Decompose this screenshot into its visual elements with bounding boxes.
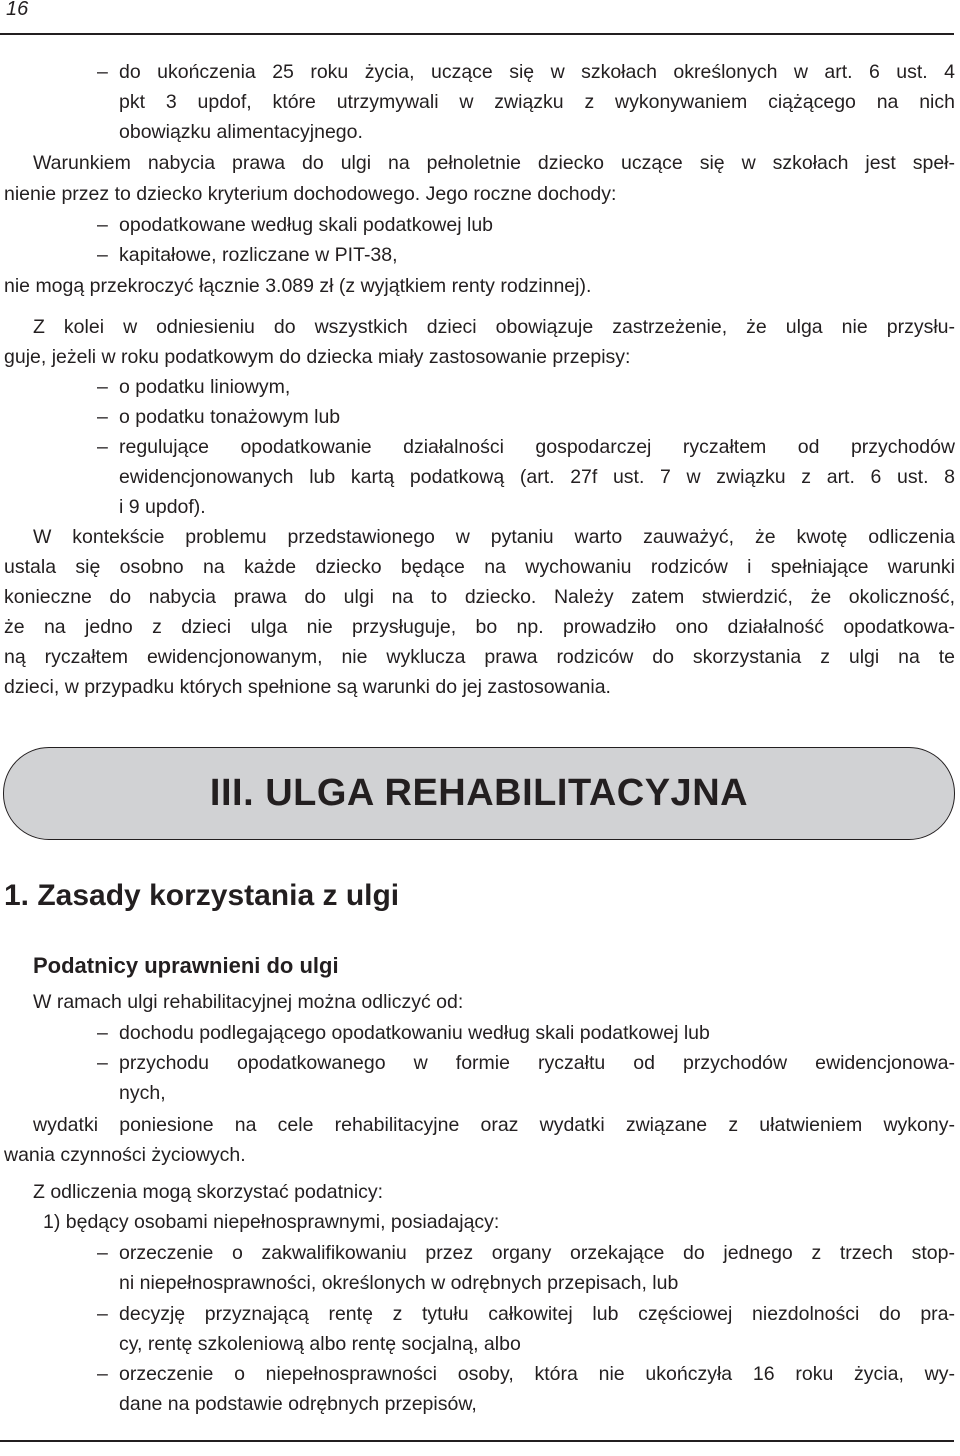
chapter-title: III. ULGA REHABILITACYJNA — [209, 772, 749, 814]
section-title: 1. Zasady korzystania z ulgi — [4, 879, 400, 912]
text-line: nienie przez to dziecko kryterium dochodowego. Jego roczne dochody: — [4, 183, 617, 205]
text-line: nych, — [119, 1082, 166, 1104]
text-line: obowiązku alimentacyjnego. — [119, 121, 363, 143]
text-line: i 9 updof). — [119, 496, 206, 518]
text-line: guje, jeżeli w roku podatkowym do dziecka miały zastosowanie przepisy: — [4, 346, 631, 368]
text-line: – decyzję przyznającą rentę z tytułu całkowitej lub częściowej niezdolności do pra- — [119, 1299, 955, 1329]
chapter-banner — [3, 747, 955, 840]
text-line: W kontekście problemu przedstawionego w pytaniu warto zauważyć, że kwotę odliczenia — [33, 526, 955, 548]
text-line: – orzeczenie o niepełnosprawności osoby, która nie ukończyła 16 roku życia, wy- — [119, 1359, 955, 1389]
numbered-item-disabled: 1) będący osobami niepełnosprawnymi, posiadający: — [43, 1211, 500, 1233]
page-number: 16 — [6, 0, 29, 20]
text-line: pkt 3 updof, które utrzymywali w związku z wykonywaniem ciążącego na nich — [119, 91, 955, 113]
subsection-title: Podatnicy uprawnieni do ulgi — [33, 953, 339, 978]
text-line: ną ryczałtem ewidencjonowanym, nie wyklucza prawa rodziców do skorzystania z ulgi na te — [4, 646, 955, 668]
text-line: cy, rentę szkoleniową albo rentę socjalną, albo — [119, 1333, 521, 1355]
text-line: – przychodu opodatkowanego w formie ryczałtu od przychodów ewidencjonowa- — [119, 1048, 955, 1078]
text-line: że na jedno z dzieci ulga nie przysługuje, bo np. prowadziło ono działalność opodatkowa- — [4, 616, 955, 638]
text-line: ni niepełnosprawności, określonych w odrębnych przepisach, lub — [119, 1272, 679, 1294]
list-item-income-capital: – kapitałowe, rozliczane w PIT-38, — [119, 240, 398, 270]
text-line: – do ukończenia 25 roku życia, uczące się w szkołach określonych w art. 6 ust. 4 — [119, 57, 955, 87]
paragraph-income-limit: nie mogą przekroczyć łącznie 3.089 zł (z wyjątkiem renty rodzinnej). — [4, 275, 592, 297]
list-item-income-scale-deduct: – dochodu podlegającego opodatkowaniu według skali podatkowej lub — [119, 1018, 710, 1048]
text-line: dzieci, w przypadku których spełnione są warunki do jej zastosowania. — [4, 676, 611, 698]
text-line: Warunkiem nabycia prawa do ulgi na pełnoletnie dziecko uczące się w szkołach jest speł- — [33, 152, 955, 174]
footer-rule — [0, 1440, 954, 1442]
header-rule — [0, 33, 954, 35]
text-line: dane na podstawie odrębnych przepisów, — [119, 1393, 477, 1415]
paragraph-deduct-from: W ramach ulgi rehabilitacyjnej można odliczyć od: — [33, 991, 464, 1013]
list-item-tonnage-tax: – o podatku tonażowym lub — [119, 402, 340, 432]
text-line: wydatki poniesione na cele rehabilitacyjne oraz wydatki związane z ułatwieniem wykony- — [33, 1114, 955, 1136]
text-line: – regulujące opodatkowanie działalności gospodarczej ryczałtem od przychodów — [119, 432, 955, 462]
text-line: ewidencjonowanych lub kartą podatkową (art. 27f ust. 7 w związku z art. 6 ust. 8 — [119, 466, 955, 488]
text-line: – orzeczenie o zakwalifikowaniu przez organy orzekające do jednego z trzech stop- — [119, 1238, 955, 1268]
paragraph-eligible: Z odliczenia mogą skorzystać podatnicy: — [33, 1181, 384, 1203]
text-line: ustala się osobno na każde dziecko będące na wychowaniu rodziców i spełniające warunki — [4, 556, 955, 578]
list-item-linear-tax: – o podatku liniowym, — [119, 372, 290, 402]
text-line: wania czynności życiowych. — [4, 1144, 246, 1166]
list-item-income-scale: – opodatkowane według skali podatkowej lub — [119, 210, 493, 240]
text-line: Z kolei w odniesieniu do wszystkich dzieci obowiązuje zastrzeżenie, że ulga nie przysłu- — [33, 316, 955, 338]
text-line: konieczne do nabycia prawa do ulgi na to dziecko. Należy zatem stwierdzić, że okoliczność, — [4, 586, 955, 608]
